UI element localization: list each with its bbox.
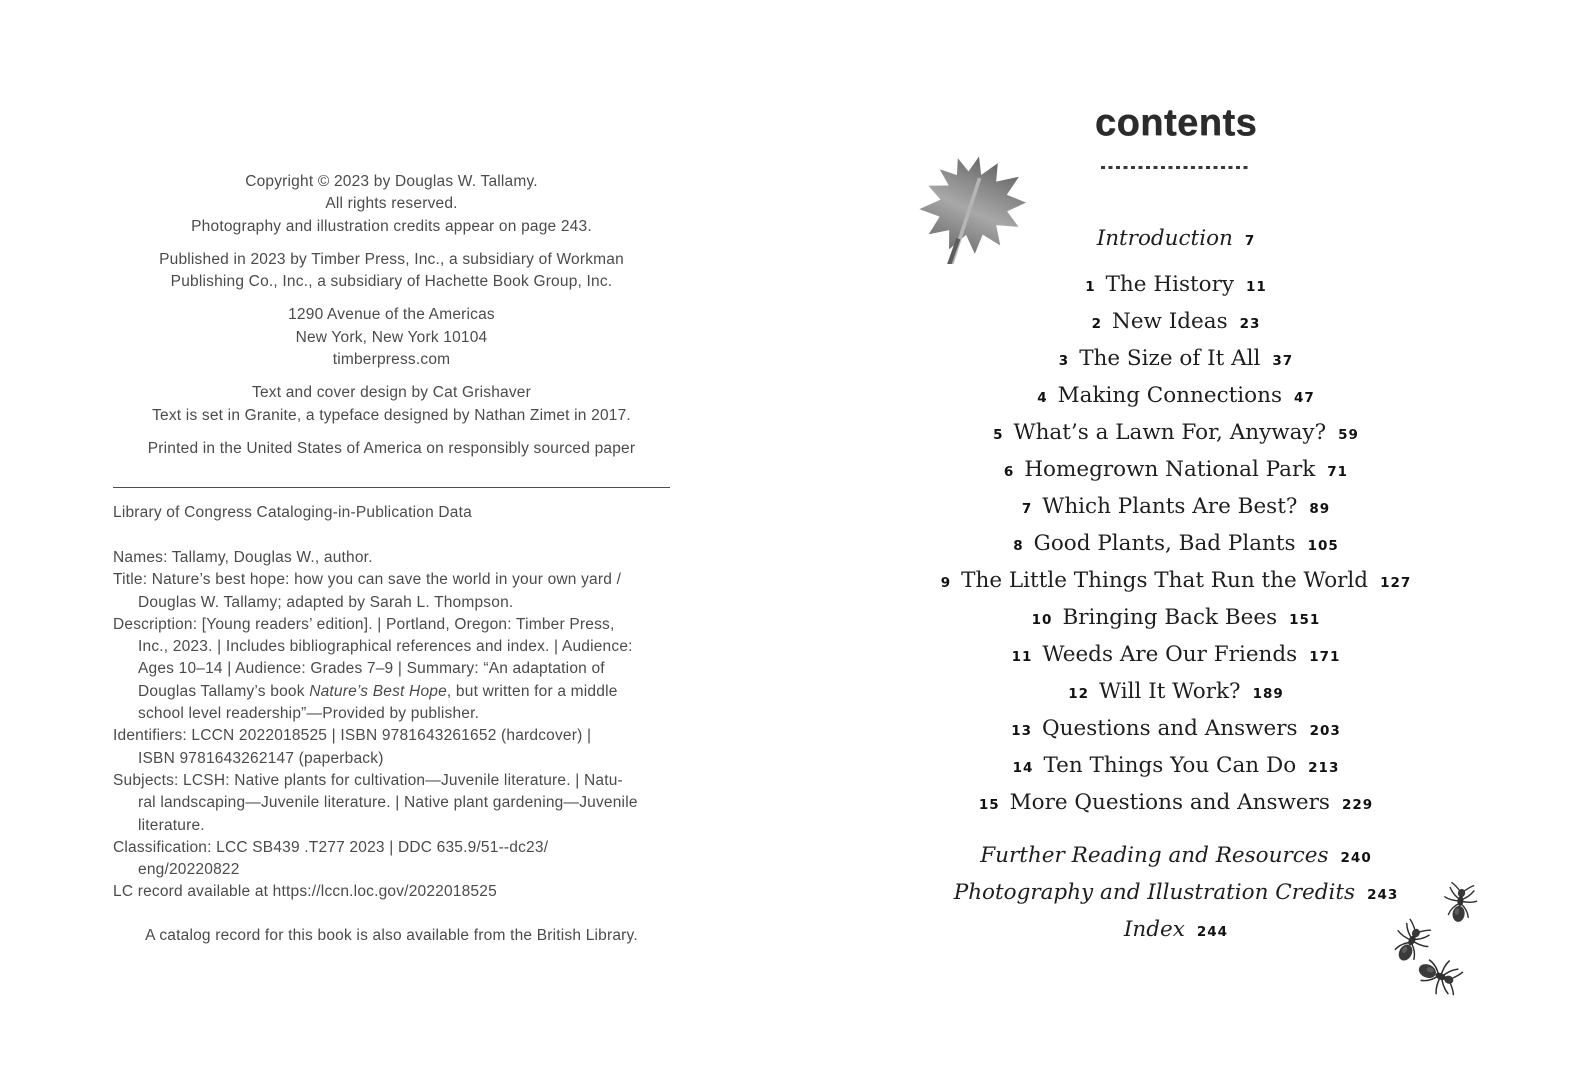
chapter-title: Ten Things You Can Do [1043, 753, 1297, 778]
cip-line: literature. [138, 816, 205, 834]
toc-entry-chapter-5 [896, 420, 1456, 457]
page-number: 151 [1289, 612, 1321, 628]
chapter-number: 5 [993, 427, 1004, 443]
spacer [896, 827, 1456, 843]
page-number: 89 [1309, 501, 1331, 517]
toc-entry-chapter-10 [896, 605, 1456, 642]
page-number: 213 [1308, 760, 1340, 776]
colophon-line: All rights reserved. [325, 195, 458, 213]
table-of-contents [896, 226, 1456, 954]
chapter-title: The Little Things That Run the World [961, 568, 1369, 593]
page-number: 127 [1380, 575, 1412, 591]
chapter-title: New Ideas [1112, 309, 1228, 334]
spacer [896, 256, 1456, 272]
chapter-title: Which Plants Are Best? [1042, 494, 1298, 519]
horizontal-divider [113, 487, 670, 488]
chapter-title: Introduction [1096, 226, 1233, 251]
ants-icon [1372, 882, 1492, 1014]
chapter-number: 3 [1058, 353, 1070, 369]
cip-heading: Library of Congress Cataloging-in-Publication Data [113, 504, 472, 521]
toc-entry-backmatter-0 [896, 843, 1456, 880]
page-number: 105 [1307, 538, 1339, 554]
colophon-block [113, 382, 670, 427]
chapter-number: 1 [1085, 279, 1096, 295]
chapter-number: 11 [1011, 649, 1033, 665]
cip-line: Douglas W. Tallamy; adapted by Sarah L. Thompson. [138, 593, 514, 611]
chapter-number: 14 [1012, 760, 1034, 776]
cip-line: Douglas Tallamy’s book Nature’s Best Hope, but written for a middle [138, 682, 618, 700]
page-number: 37 [1272, 353, 1294, 369]
cip-line: Subjects: LCSH: Native plants for cultivation—Juvenile literature. | Natu- [113, 771, 623, 789]
toc-entry-chapter-2 [896, 309, 1456, 346]
cip-line: Identifiers: LCCN 2022018525 | ISBN 9781643261652 (hardcover) | [113, 727, 592, 745]
cip-line: ral landscaping—Juvenile literature. | Native plant gardening—Juvenile [138, 794, 638, 812]
cip-line: ISBN 9781643262147 (paperback) [138, 749, 384, 767]
chapter-title: Questions and Answers [1042, 716, 1298, 741]
chapter-title: What’s a Lawn For, Anyway? [1013, 420, 1327, 445]
chapter-number: 4 [1037, 390, 1048, 406]
chapter-number: 13 [1011, 723, 1033, 739]
page-number: 229 [1341, 797, 1374, 813]
toc-entry-chapter-11 [896, 642, 1456, 679]
chapter-number: 8 [1013, 538, 1024, 554]
page-number: 11 [1246, 279, 1267, 295]
toc-entry-chapter-6 [896, 457, 1456, 494]
toc-entry-chapter-8 [896, 531, 1456, 568]
colophon-block [113, 249, 670, 294]
british-library-note: A catalog record for this book is also available from the British Library. [145, 927, 638, 944]
cip-line: Names: Tallamy, Douglas W., author. [113, 549, 373, 566]
toc-entry-chapter-13 [896, 716, 1456, 753]
toc-entry-introduction [896, 226, 1456, 256]
cip-line: Title: Nature’s best hope: how you can save the world in your own yard / [113, 571, 622, 589]
chapter-number: 6 [1003, 464, 1015, 480]
chapter-number: 7 [1021, 501, 1033, 517]
toc-entry-chapter-14 [896, 753, 1456, 790]
toc-entry-chapter-3 [896, 346, 1456, 383]
cip-line: Classification: LCC SB439 .T277 2023 | DDC 635.9/51--dc23/ [113, 838, 549, 856]
colophon-line: 1290 Avenue of the Americas [288, 306, 495, 324]
page-number: 47 [1293, 390, 1315, 406]
chapter-title: Index [1123, 917, 1185, 942]
chapter-title: The Size of It All [1079, 346, 1261, 371]
toc-entry-chapter-15 [896, 790, 1456, 827]
chapter-title: Making Connections [1057, 383, 1282, 408]
cip-block [113, 547, 670, 904]
copyright-page [113, 0, 670, 1072]
page-number: 243 [1367, 887, 1399, 903]
chapter-number: 10 [1031, 612, 1053, 628]
cip-line: Inc., 2023. | Includes bibliographical references and index. | Audience: [138, 638, 633, 656]
chapter-title: Bringing Back Bees [1062, 605, 1278, 630]
chapter-title: Weeds Are Our Friends [1042, 642, 1298, 667]
colophon-line: Printed in the United States of America on responsibly sourced paper [147, 439, 636, 457]
cip-line: eng/20220822 [138, 861, 240, 879]
toc-entry-chapter-12 [896, 679, 1456, 716]
chapter-number: 12 [1068, 686, 1090, 702]
chapter-number: 9 [940, 575, 952, 591]
page-number: 59 [1338, 427, 1359, 443]
colophon-line: timberpress.com [332, 351, 451, 369]
chapter-title: Photography and Illustration Credits [953, 880, 1356, 905]
page-number: 203 [1309, 723, 1341, 739]
chapter-title: Good Plants, Bad Plants [1033, 531, 1296, 556]
page-number: 189 [1252, 686, 1284, 702]
chapter-title: The History [1105, 272, 1235, 297]
colophon [113, 171, 670, 471]
page-number: 23 [1239, 316, 1261, 332]
chapter-title: Will It Work? [1099, 679, 1241, 704]
colophon-block [113, 304, 670, 371]
toc-entry-chapter-7 [896, 494, 1456, 531]
page-number: 7 [1244, 233, 1256, 249]
chapter-number: 2 [1091, 316, 1102, 332]
colophon-line: New York, New York 10104 [295, 328, 488, 346]
colophon-line: Copyright © 2023 by Douglas W. Tallamy. [245, 173, 538, 190]
toc-entry-chapter-9 [896, 568, 1456, 605]
page-number: 71 [1327, 464, 1349, 480]
toc-entry-chapter-1 [896, 272, 1456, 309]
cip-line: Description: [Young readers’ edition]. | Portland, Oregon: Timber Press, [113, 615, 615, 633]
cip-line: Ages 10–14 | Audience: Grades 7–9 | Summary: “An adaptation of [138, 660, 605, 678]
page-number: 240 [1340, 850, 1372, 866]
chapter-title: Further Reading and Resources [980, 843, 1329, 868]
chapter-number: 15 [978, 797, 1000, 813]
colophon-line: Text is set in Granite, a typeface designed by Nathan Zimet in 2017. [152, 406, 631, 424]
cip-line: school level readership”—Provided by publisher. [138, 705, 480, 723]
contents-heading: contents [1094, 102, 1258, 144]
colophon-line: Photography and illustration credits appear on page 243. [191, 217, 592, 235]
colophon-line: Published in 2023 by Timber Press, Inc., a subsidiary of Workman [159, 250, 624, 268]
cip-line: LC record available at https://lccn.loc.gov/2022018525 [113, 883, 497, 901]
chapter-title: More Questions and Answers [1009, 790, 1330, 815]
toc-entry-chapter-4 [896, 383, 1456, 420]
chapter-title: Homegrown National Park [1024, 457, 1316, 482]
colophon-block [113, 171, 670, 238]
page-number: 244 [1196, 924, 1229, 940]
colophon-line: Text and cover design by Cat Grishaver [252, 384, 531, 402]
colophon-line: Publishing Co., Inc., a subsidiary of Hachette Book Group, Inc. [170, 273, 613, 291]
dotted-rule [1101, 166, 1251, 169]
colophon-block [113, 438, 670, 460]
contents-page [896, 0, 1456, 1072]
page-number: 171 [1309, 649, 1341, 665]
